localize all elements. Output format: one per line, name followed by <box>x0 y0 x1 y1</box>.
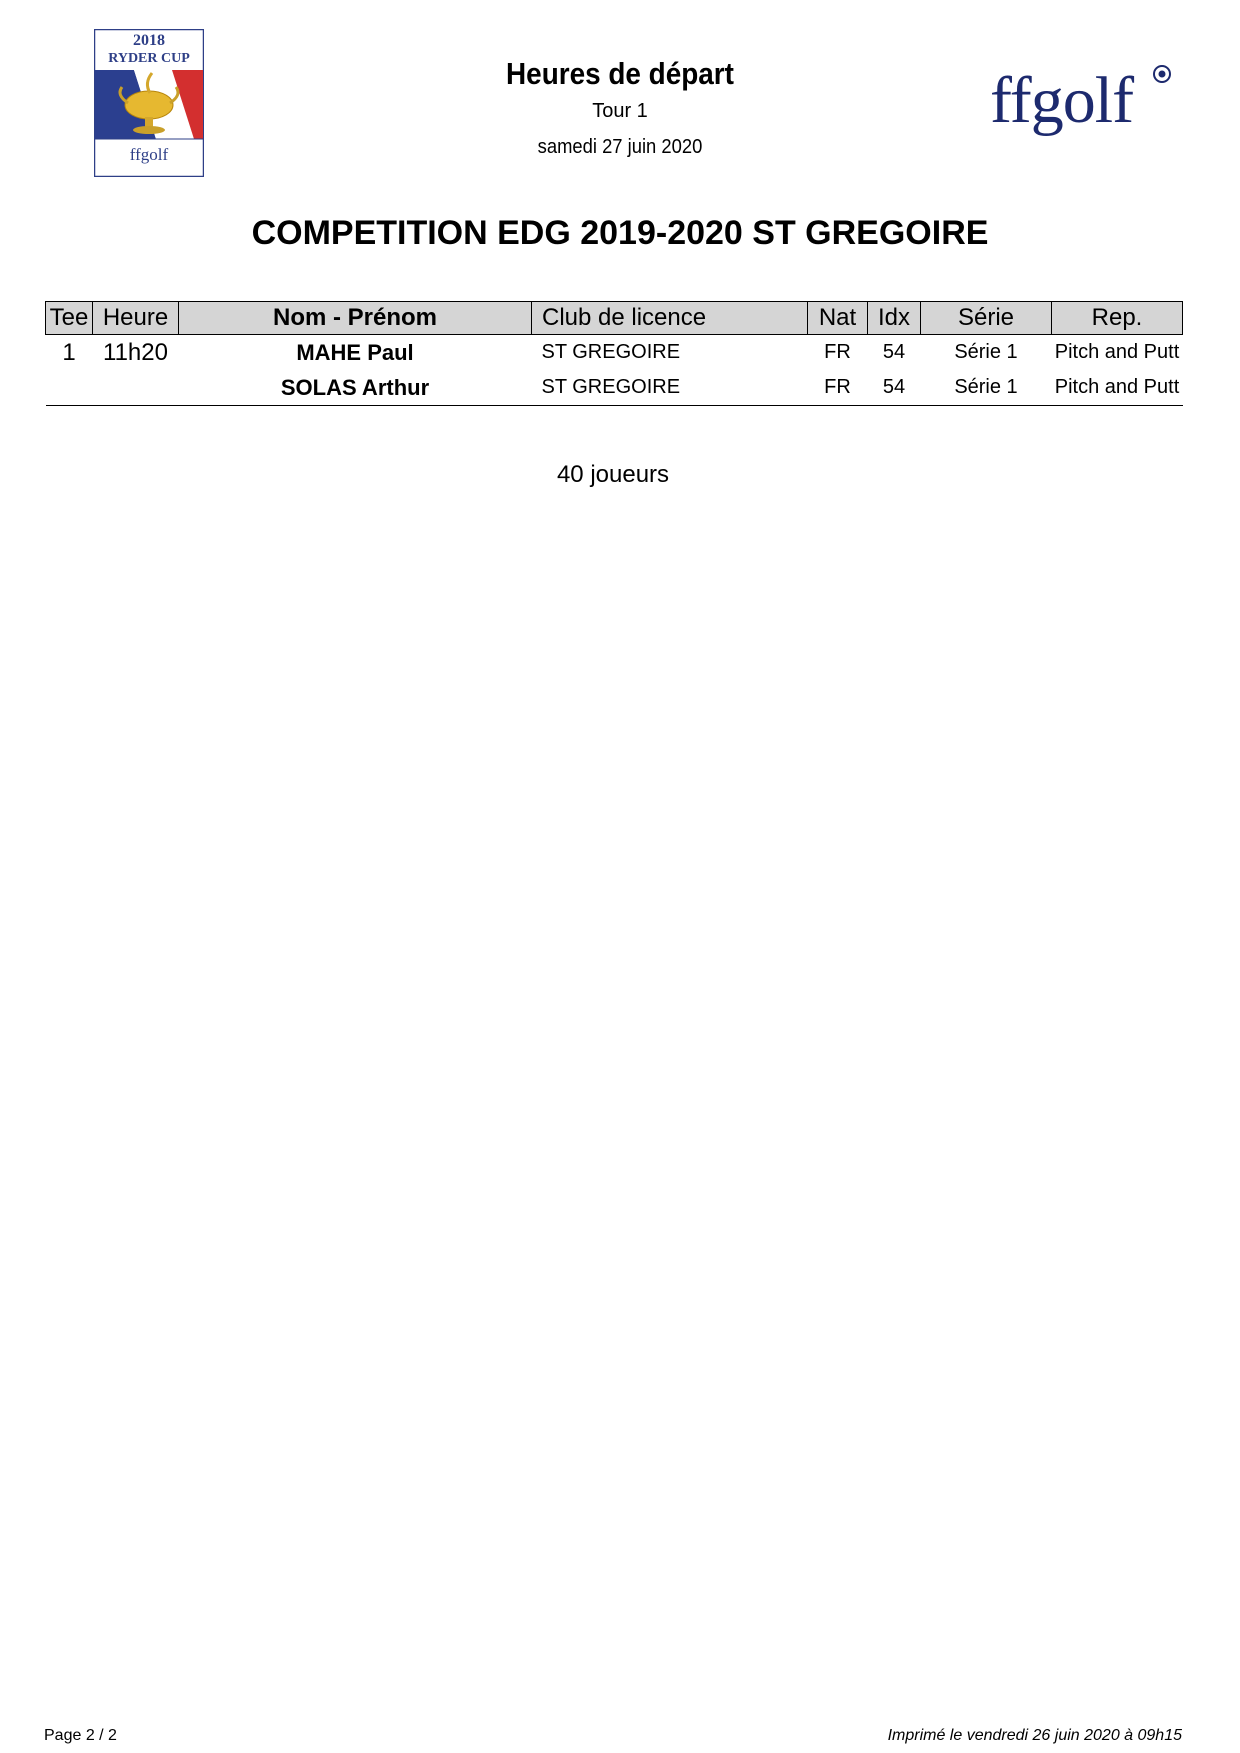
cell-idx: 54 <box>882 341 906 363</box>
page-title: Heures de départ <box>506 56 734 91</box>
cell-nat: FR <box>824 341 851 363</box>
col-header-tee: Tee <box>46 302 93 335</box>
round-label: Tour 1 <box>592 100 648 122</box>
cell-serie: Série 1 <box>921 370 1052 406</box>
col-header-nat: Nat <box>808 302 868 335</box>
cell-rep: Pitch and Putt <box>1052 370 1183 406</box>
competition-title: COMPETITION EDG 2019-2020 ST GREGOIRE <box>251 214 989 252</box>
date-label: samedi 27 juin 2020 <box>537 136 703 158</box>
table-row <box>46 370 1183 406</box>
cell-time <box>93 370 179 406</box>
player-count: 40 joueurs <box>556 461 670 488</box>
cell-nat: FR <box>808 370 868 406</box>
cell-tee <box>46 370 93 406</box>
page-number: Page 2 / 2 <box>44 1727 117 1744</box>
print-timestamp: Imprimé le vendredi 26 juin 2020 à 09h15 <box>887 1727 1182 1744</box>
table-header-row <box>46 302 1183 335</box>
col-header-serie: Série <box>921 302 1052 335</box>
col-header-time: Heure <box>93 302 179 335</box>
cell-name: SOLAS Arthur <box>179 370 532 406</box>
cell-club: ST GREGOIRE <box>541 341 681 363</box>
ffgolf-logo-text: ffgolf <box>990 64 1134 137</box>
cell-club: ST GREGOIRE <box>532 370 808 406</box>
table-row <box>46 335 1183 371</box>
ryder-cup-brand: ffgolf <box>129 145 169 164</box>
cell-idx: 54 <box>868 370 921 406</box>
col-header-club: Club de licence <box>532 302 808 335</box>
cell-tee: 1 <box>62 338 76 366</box>
start-times-table <box>45 301 1183 406</box>
ryder-cup-year: 2018 <box>133 32 165 49</box>
col-header-name: Nom - Prénom <box>179 302 532 335</box>
col-header-rep: Rep. <box>1052 302 1183 335</box>
ryder-cup-name: RYDER CUP <box>108 51 190 66</box>
cell-time: 11h20 <box>103 338 168 366</box>
cell-serie: Série 1 <box>954 341 1018 363</box>
cell-name: MAHE Paul <box>296 339 414 365</box>
col-header-idx: Idx <box>868 302 921 335</box>
cell-rep: Pitch and Putt <box>1054 341 1180 363</box>
